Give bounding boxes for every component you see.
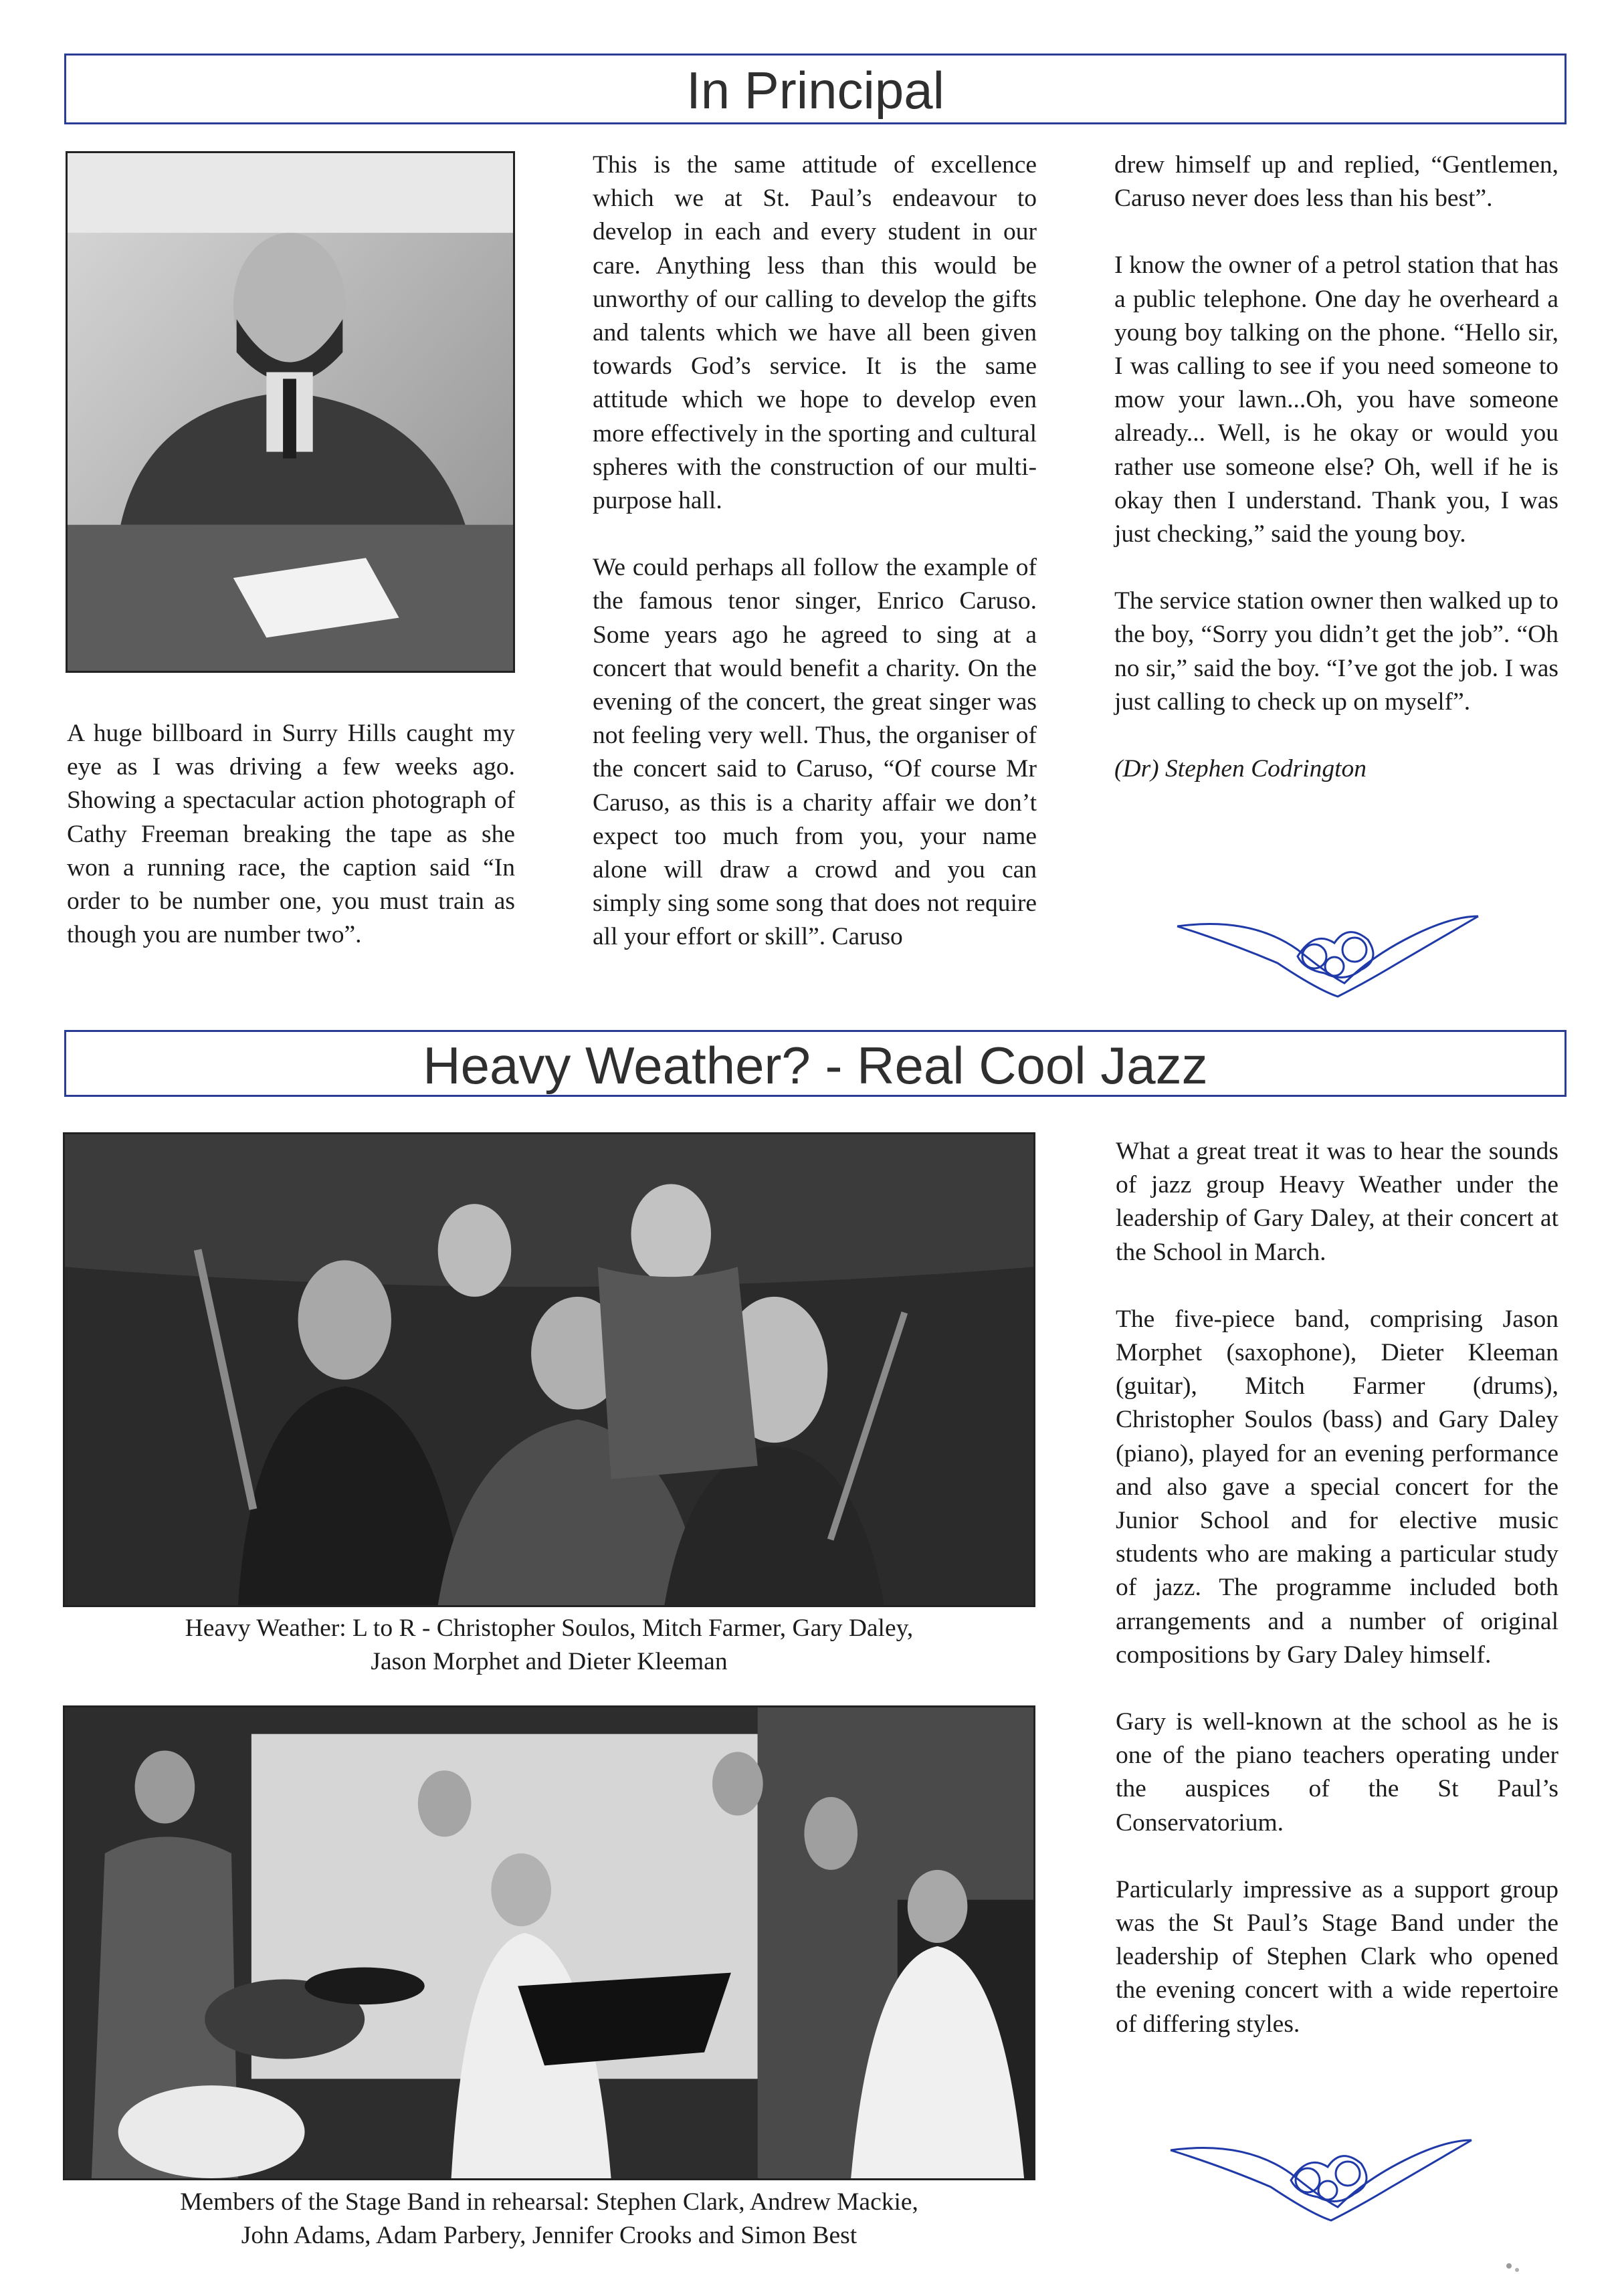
jazz-article-column: [1116, 1135, 1558, 2041]
stage-band-photo-caption: [63, 2186, 1035, 2253]
caption-line: Jason Morphet and Dieter Kleeman: [371, 1648, 728, 1675]
decorative-flourish-icon: [1164, 2127, 1478, 2234]
caption-line: Heavy Weather: L to R - Christopher Soulos, Mitch Farmer, Gary Daley,: [185, 1614, 914, 1642]
section-title: In Principal: [686, 61, 944, 120]
paragraph: This is the same attitude of excellence which we at St. Paul’s endeavour to develop in each and every student in our care. Anything less than this would be unworthy of our calling to develop the gifts and talents which we have all been given towards God’s service. It is the same attitude which we hope to develop even more effectively in the sporting and cultural spheres with the construction of our multi-purpose hall.: [593, 151, 1037, 515]
paragraph: The five-piece band, comprising Jason Morphet (saxophone), Dieter Kleeman (guitar), Mitch Farmer (drums), Christopher Soulos (bass) and Gary Daley (piano), played for an evening performance and also gave a special concert for the Junior School and for elective music students who are making a particular study of jazz. The programme included both arrangements and a number of original compositions by Gary Daley himself.: [1116, 1305, 1558, 1669]
paragraph: A huge billboard in Surry Hills caught my eye as I was driving a few weeks ago. Showing a spectacular action photograph of Cathy Freeman breaking the tape as she won a running race, the caption said “In order to be number one, you must train as though you are number two”.: [67, 720, 515, 949]
signature: (Dr) Stephen Codrington: [1114, 755, 1367, 783]
paragraph: We could perhaps all follow the example of the famous tenor singer, Enrico Caruso. Some years ago he agreed to sing at a concert that would benefit a charity. On the evening of the concert, the great singer was not feeling very well. Thus, the organiser of the concert said to Caruso, “Of course Mr Caruso, as this is a charity affair we don’t expect too much from you, your name alone will draw a crowd and you can simply sing some song that does not require all your effort or skill”. Caruso: [593, 554, 1037, 951]
paragraph: drew himself up and replied, “Gentlemen, Caruso never does less than his best”.: [1114, 151, 1558, 213]
principal-photo: [66, 151, 515, 673]
band-photo: [63, 1132, 1035, 1607]
caption-line: John Adams, Adam Parbery, Jennifer Crooks and Simon Best: [241, 2222, 857, 2249]
principal-column-2: [593, 148, 1037, 954]
caption-line: Members of the Stage Band in rehearsal: Stephen Clark, Andrew Mackie,: [180, 2188, 918, 2216]
paragraph: The service station owner then walked up to the boy, “Sorry you didn’t get the job”. “Oh no sir,” said the boy. “I’ve got the job. I was just calling to check up on myself”.: [1114, 587, 1558, 716]
paragraph: Particularly impressive as a support group was the St Paul’s Stage Band under the leadership of Stephen Clark who opened the evening concert with a wide repertoire of differing styles.: [1116, 1875, 1558, 2038]
principal-column-3: [1114, 148, 1558, 786]
section-banner-in-principal: [64, 54, 1567, 124]
scan-speck-icon: [1496, 2253, 1536, 2279]
band-photo-caption: [63, 1612, 1035, 1679]
paragraph: I know the owner of a petrol station that has a public telephone. One day he overheard a young boy talking on the phone. “Hello sir, I was calling to see if you need someone to mow your lawn...Oh, you have someone already... Well, is he okay or would you rather use someone else? Oh, well if he is okay then I understand. Thank you, I was just checking,” said the young boy.: [1114, 251, 1558, 548]
section-title: Heavy Weather? - Real Cool Jazz: [423, 1036, 1208, 1095]
paragraph: Gary is well-known at the school as he is one of the piano teachers operating under the auspices of the St Paul’s Conservatorium.: [1116, 1708, 1558, 1837]
stage-band-photo: [63, 1705, 1035, 2180]
paragraph: What a great treat it was to hear the sounds of jazz group Heavy Weather under the leadership of Gary Daley, at their concert at the School in March.: [1116, 1138, 1558, 1266]
decorative-flourish-icon: [1171, 903, 1485, 1010]
principal-column-1: [67, 717, 515, 952]
section-banner-jazz: [64, 1030, 1567, 1097]
